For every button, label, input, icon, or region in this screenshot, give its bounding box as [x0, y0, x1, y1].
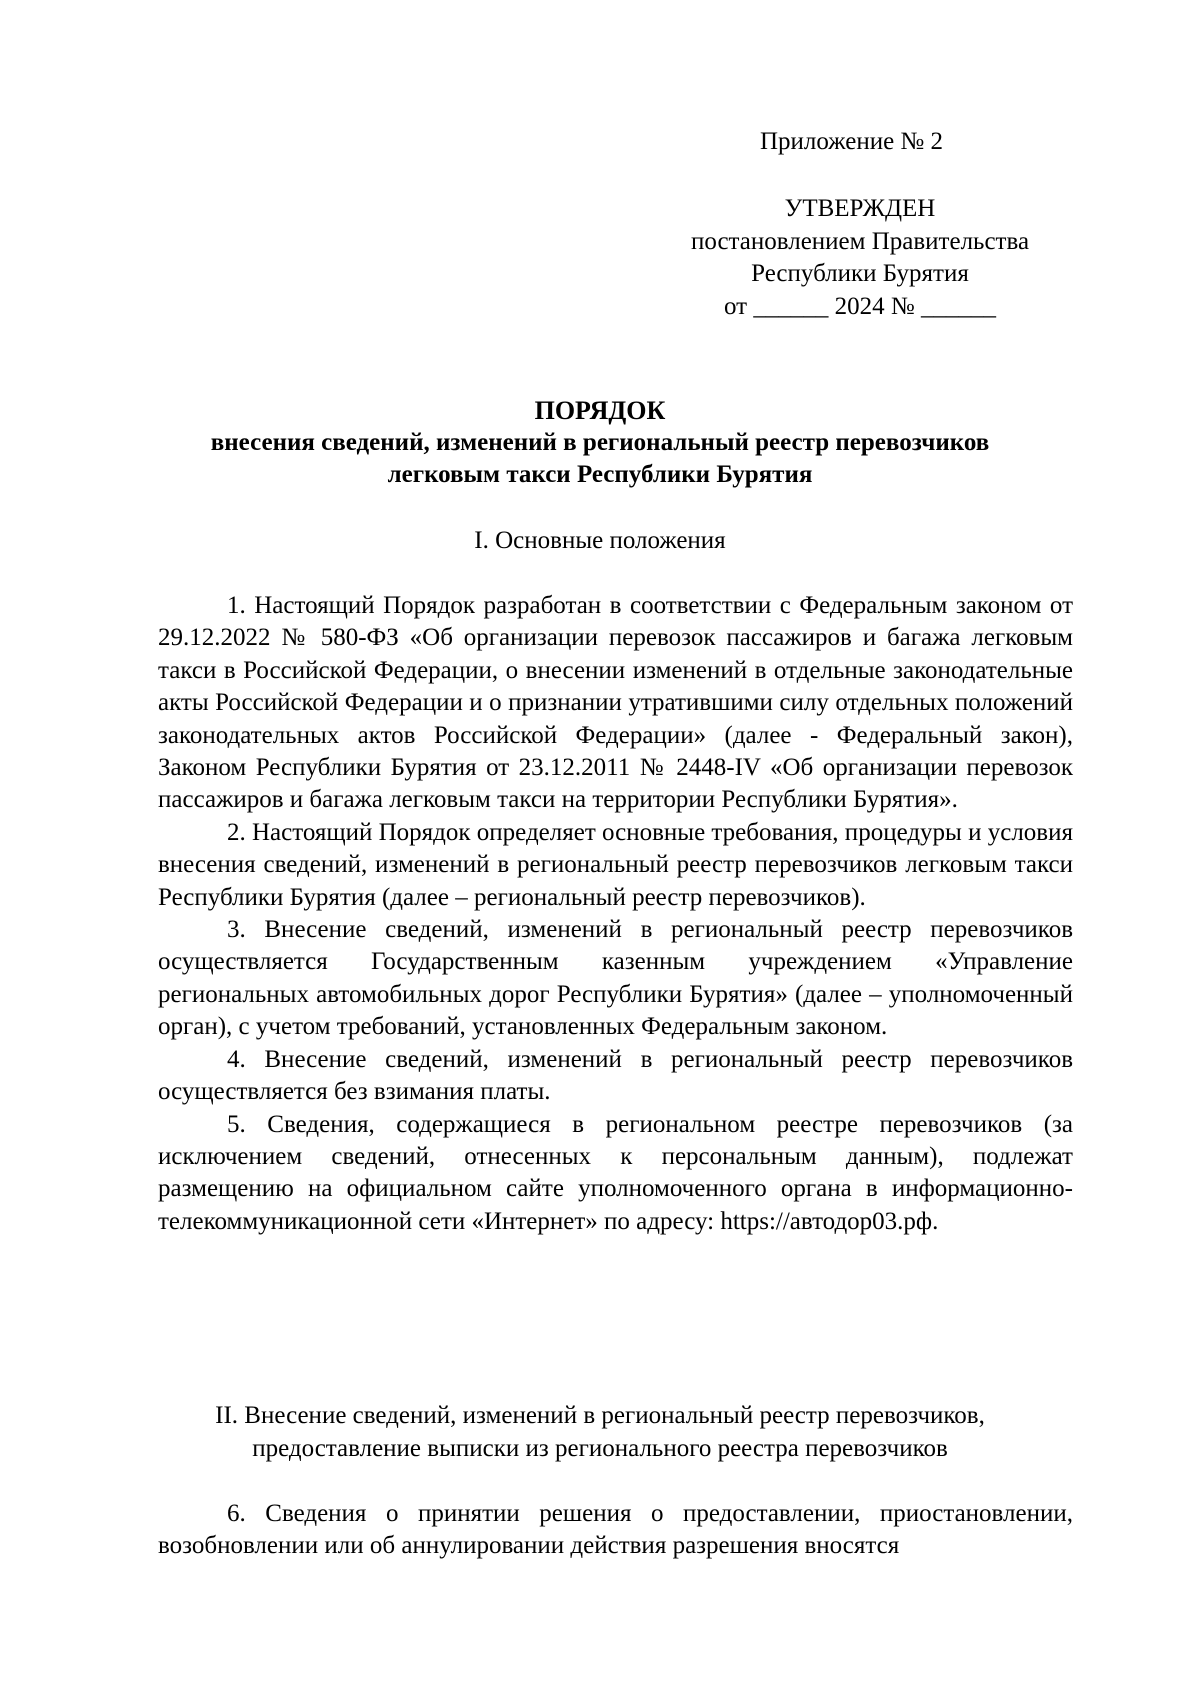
paragraph: 4. Внесение сведений, изменений в региональный реестр перевозчиков осуществляется без взимания платы. [158, 1045, 1073, 1106]
section-body [158, 1498, 1073, 1563]
approval-line: постановлением Правительства [690, 227, 1030, 255]
approval-date-line: от ______ 2024 № ______ [724, 292, 996, 320]
approval-line: Республики Бурятия [751, 260, 969, 287]
section-heading-line: предоставление выписки из регионального реестра перевозчиков [252, 1434, 948, 1462]
section-heading [120, 1400, 1080, 1465]
paragraph: 3. Внесение сведений, изменений в региональный реестр перевозчиков осуществляется Государственным казенным учреждением «Управление региональных автомобильных дорог Республики Бурятия» (далее – уполномоченный орган), с учетом требований, установленных Федеральным законом. [158, 916, 1073, 1041]
approval-line: УТВЕРЖДЕН [784, 195, 936, 222]
paragraph: 2. Настоящий Порядок определяет основные требования, процедуры и условия внесения сведений, изменений в региональный реестр перевозчиков легковым такси Республики Бурятия (далее – региональный реестр перевозчиков). [158, 818, 1073, 911]
document-title [120, 395, 1080, 491]
approval-stamp [640, 193, 1080, 323]
section-heading: I. Основные положения [474, 527, 726, 554]
title-subtitle-line: легковым такси Республики Бурятия [387, 461, 813, 488]
section-heading-line: II. Внесение сведений, изменений в региональный реестр перевозчиков, [215, 1402, 985, 1429]
paragraph: 5. Сведения, содержащиеся в региональном реестре перевозчиков (за исключением сведений, отнесенных к персональным данным), подлежат размещению на официальном сайте уполномоченного органа в информационно-телекоммуникационной сети «Интернет» по адресу: https://автодор03.рф. [158, 1110, 1073, 1235]
paragraph: 6. Сведения о принятии решения о предоставлении, приостановлении, возобновлении или об аннулировании действия разрешения вносятся [158, 1500, 1073, 1560]
title-main: ПОРЯДОК [534, 396, 666, 425]
title-subtitle-line: внесения сведений, изменений в региональный реестр перевозчиков [210, 429, 990, 456]
paragraph: 1. Настоящий Порядок разработан в соответствии с Федеральным законом от 29.12.2022 № 580-ФЗ «Об организации перевозок пассажиров и багажа легковым такси в Российской Федерации, о внесении изменений в отдельные законодательные акты Российской Федерации и о признании утратившими силу отдельных положений законодательных актов Российской Федерации» (далее - Федеральный закон), Законом Республики Бурятия от 23.12.2011 № 2448-IV «Об организации перевозок пассажиров и багажа легковым такси на территории Республики Бурятия». [158, 592, 1073, 814]
appendix-label: Приложение № 2 [760, 128, 944, 155]
section-body [158, 590, 1073, 1238]
